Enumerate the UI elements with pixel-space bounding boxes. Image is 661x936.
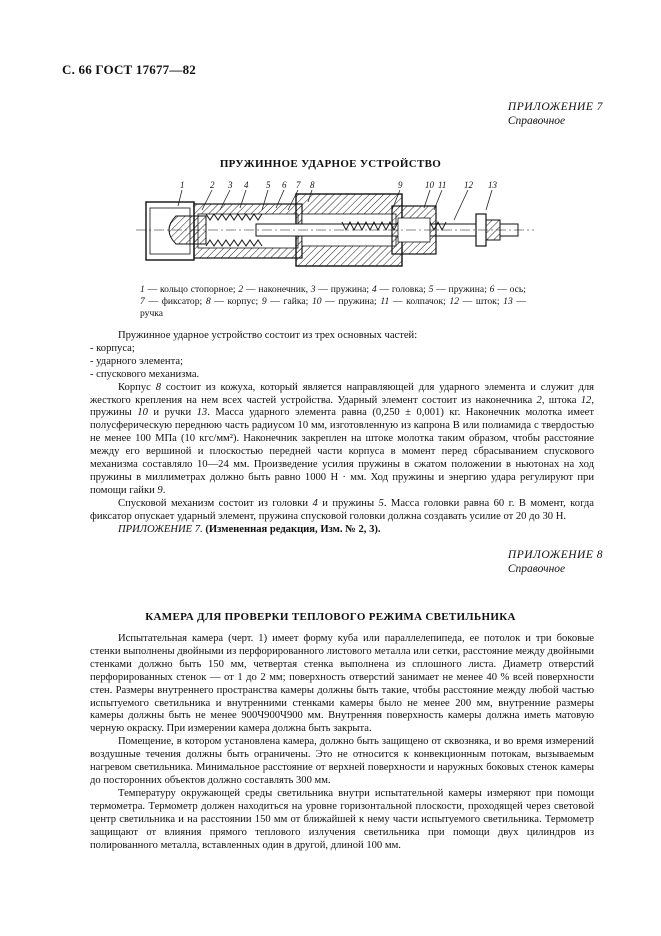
list-item: - ударного элемента; (90, 355, 184, 367)
ref: 5 (378, 497, 384, 509)
txt: . Масса головки равна 60 г. В момент, когда фиксатор опускает ударный элемент, пружина спусковой головки должна создавать усилие от 20 до 30 Н. (90, 497, 594, 522)
cap-n10: 10 (311, 296, 322, 307)
txt: и ручки (147, 407, 197, 419)
ref: 2 (536, 394, 542, 406)
appendix-7-label: ПРИЛОЖЕНИЕ 7 (507, 101, 603, 113)
ref: 12 (580, 394, 592, 406)
label-13: 13 (488, 180, 497, 190)
page-header: С. 66 ГОСТ 17677—82 (62, 62, 196, 77)
cap-t3: — пружина; (315, 284, 372, 295)
cap-t1: — кольцо стопорное; (144, 284, 239, 295)
appendix-7-title: ПРУЖИННОЕ УДАРНОЕ УСТРОЙСТВО (219, 158, 442, 170)
cap-n13: 13 (503, 296, 513, 307)
cap-t6: — ось; (494, 284, 526, 295)
section-8-para-1: Испытательная камера (черт. 1) имеет форму куба или параллелепипеда, ее потолок и три боковые стенки выполнены двойными из перфорированного листового металла или сетки, расстояние между двойными стенками должно быть 150 мм, четвертая стенка выполнена из сплошного листа. Диаметр отверстий перфорированных стенок — от 1 до 2 мм; поверхность отверстий занимает не менее 40 % всей поверхности стен. Размеры внутреннего пространства камеры должны быть такие, чтобы расстояние между любой частью испытуемого светильника и внутренними стенками камеры было не менее 200 мм, внутренние размеры камеры должны быть не менее 900Ч900Ч900 мм. Внутренняя поверхность камеры должна иметь матовую черную окраску. При измерении камера должна быть закрыта. (90, 633, 594, 735)
section-7-para-1 (90, 382, 594, 498)
cap-t10: — пружина; (321, 296, 381, 307)
appendix-8-label: ПРИЛОЖЕНИЕ 8 (507, 549, 603, 561)
txt: Корпус (118, 381, 156, 393)
list-item: - корпуса; (90, 342, 135, 354)
cap-t13: — ручка (140, 296, 526, 319)
txt: и пружины (317, 497, 379, 509)
cap-n6: 6 (489, 284, 495, 295)
cap-n4: 4 (371, 284, 377, 295)
ref: 10 (137, 407, 148, 419)
label-12: 12 (464, 180, 473, 190)
label-8: 8 (310, 180, 315, 190)
cap-t9: — гайка; (266, 296, 312, 307)
spring-hammer-drawing (136, 180, 536, 276)
label-5: 5 (266, 180, 271, 190)
part-number-labels (180, 180, 498, 190)
txt: . (162, 484, 166, 496)
cap-t5: — пружина; (433, 284, 490, 295)
section-7-body (90, 330, 594, 537)
cap-n7: 7 (140, 296, 145, 307)
cap-n1: 1 (140, 284, 145, 295)
label-9: 9 (398, 180, 403, 190)
appendix-7-heading (508, 100, 603, 128)
cap-n8: 8 (205, 296, 211, 307)
ref: 13 (196, 407, 208, 419)
txt: Спусковой механизм состоит из головки (118, 497, 313, 509)
figure-caption (140, 284, 526, 320)
appendix-8-title: КАМЕРА ДЛЯ ПРОВЕРКИ ТЕПЛОВОГО РЕЖИМА СВЕТИЛЬНИКА (145, 611, 516, 623)
ref: 9 (157, 484, 163, 496)
label-11: 11 (438, 180, 447, 190)
section-7-para-2 (90, 498, 594, 524)
cap-t7: — фиксатор; (144, 296, 206, 307)
list-item: - спускового механизма. (90, 368, 200, 380)
cap-t4: — головка; (376, 284, 429, 295)
cap-n12: 12 (449, 296, 460, 307)
section-7-note (90, 524, 594, 537)
txt: , штока (541, 394, 581, 406)
appendix-8-type: Справочное (507, 563, 566, 575)
section-8-para-3: Температуру окружающей среды светильника внутри испытательной камеры измеряют при помощи термометра. Термометр должен находиться на уровне горизонтальной плоскости, проходящей через световой центр светильника и на расстоянии 150 мм от ближайшей к нему части испытуемого светильника. Термометр защищают от влияния прямого теплового излучения светильника при помощи двух цилиндров из полированного металла, вставленных один в другой, длиной 100 мм. (90, 787, 594, 851)
section-8-body (90, 633, 594, 852)
txt: , пружины (90, 394, 594, 419)
section-7-intro: Пружинное ударное устройство состоит из трех основных частей: (118, 330, 418, 341)
cap-t12: — шток; (459, 296, 504, 307)
label-6: 6 (282, 180, 287, 190)
cap-n5: 5 (428, 284, 434, 295)
label-7: 7 (296, 180, 301, 190)
ref: 8 (155, 381, 161, 393)
cap-t11: — колпачок; (389, 296, 450, 307)
cap-n11: 11 (380, 296, 390, 307)
label-1: 1 (180, 180, 185, 190)
section-8-para-2: Помещение, в котором установлена камера, должно быть защищено от сквозняка, и во время измерений воздушные течения должны быть ограничены. Это не относится к конвекционным потокам, вызываемым нагревом светильника. Минимальное расстояние от верхней поверхности и наружных боковых стенок камеры до посторонних объектов должно составлять 300 мм. (90, 736, 594, 786)
label-2: 2 (210, 180, 215, 190)
note-text: (Измененная редакция, Изм. № 2, 3). (202, 523, 381, 535)
label-4: 4 (244, 180, 249, 190)
cap-t8: — корпус; (210, 296, 262, 307)
ref: 4 (312, 497, 318, 509)
cap-n2: 2 (238, 284, 244, 295)
note-label: ПРИЛОЖЕНИЕ 7. (118, 523, 203, 535)
cap-n3: 3 (310, 284, 316, 295)
txt: . Масса ударного элемента равна (0,250 ± 0,001) кг. Наконечник молотка имеет полусферическую переднюю часть радиусом 10 мм, изготовленную из капрона В или полиамида с твердостью не менее 100 МПа (10 кгс/мм²). Наконечник закреплен на штоке молотка таким образом, чтобы расстояние между его вершиной и плоскостью передней части корпуса в момент перед сбрасыванием спускового механизма составляло 10—24 мм. Произведение усилия пружины в сжатом положении в ньютонах на ход пружины в миллиметрах должно быть равно 1000 Н · мм. Ход пружины и энергию удара регулируют при помощи гайки (90, 407, 594, 496)
label-3: 3 (228, 180, 233, 190)
cap-n9: 9 (261, 296, 267, 307)
label-10: 10 (425, 180, 434, 190)
cap-t2: — наконечник, (243, 284, 311, 295)
appendix-8-heading (508, 548, 603, 576)
txt: состоит из кожуха, который является направляющей для ударного элемента и служит для жесткого крепления на нем всех частей устройства. Ударный элемент состоит из наконечника (90, 381, 594, 406)
appendix-7-type: Справочное (507, 115, 566, 127)
